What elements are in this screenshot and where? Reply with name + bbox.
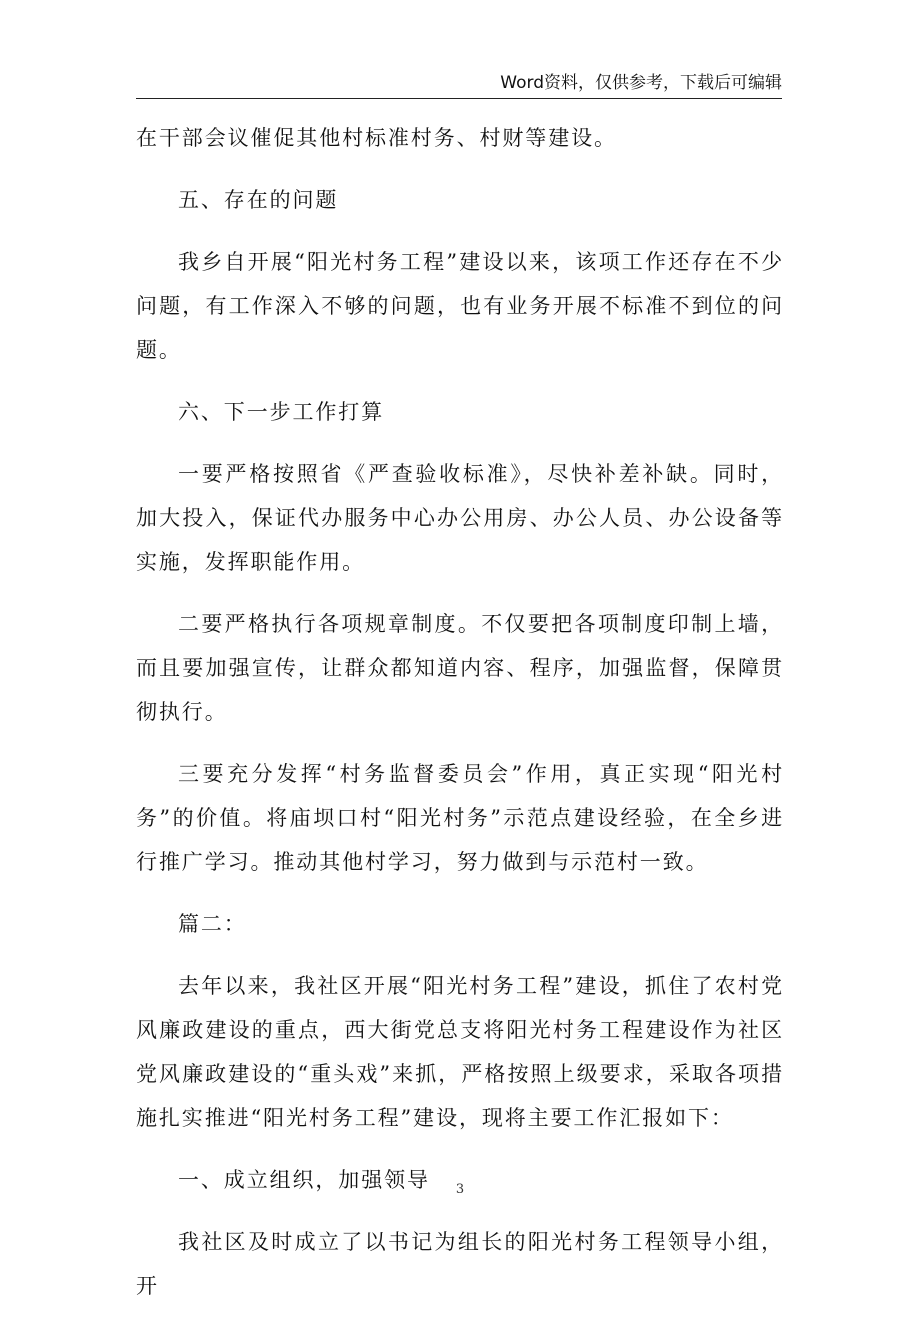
section-heading-problems: 五、存在的问题 [178,188,339,212]
paragraph: 去年以来，我社区开展“阳光村务工程”建设，抓住了农村党风廉政建设的重点，西大街党总支将阳光村务工程建设作为社区党风廉政建设的“重头戏”来抓，严格按照上级要求，采取各项措施扎实推进“阳光村务工程”建设，现将主要工作汇报如下： [136,974,784,1130]
paragraph-continuation: 在干部会议催促其他村标准村务、村财等建设。 [136,126,617,150]
section-heading-part-two: 篇二： [178,912,247,936]
document-body [136,116,784,1326]
page-header: Word资料，仅供参考，下载后可编辑 [136,68,782,99]
section-heading-next-steps: 六、下一步工作打算 [178,400,385,424]
paragraph: 我乡自开展“阳光村务工程”建设以来，该项工作还存在不少问题，有工作深入不够的问题，也有业务开展不标准不到位的问题。 [136,250,784,362]
paragraph: 我社区及时成立了以书记为组长的阳光村务工程领导小组，开 [136,1230,784,1298]
page-number: 3 [455,1182,465,1197]
section-heading-organization: 一、成立组织，加强领导 [178,1168,430,1192]
paragraph: 三要充分发挥“村务监督委员会”作用，真正实现“阳光村务”的价值。将庙坝口村“阳光村务”示范点建设经验，在全乡进行推广学习。推动其他村学习，努力做到与示范村一致。 [136,762,784,874]
paragraph: 一要严格按照省《严查验收标准》，尽快补差补缺。同时，加大投入，保证代办服务中心办公用房、办公人员、办公设备等实施，发挥职能作用。 [136,462,784,574]
paragraph: 二要严格执行各项规章制度。不仅要把各项制度印制上墙，而且要加强宣传，让群众都知道内容、程序，加强监督，保障贯彻执行。 [136,612,784,724]
